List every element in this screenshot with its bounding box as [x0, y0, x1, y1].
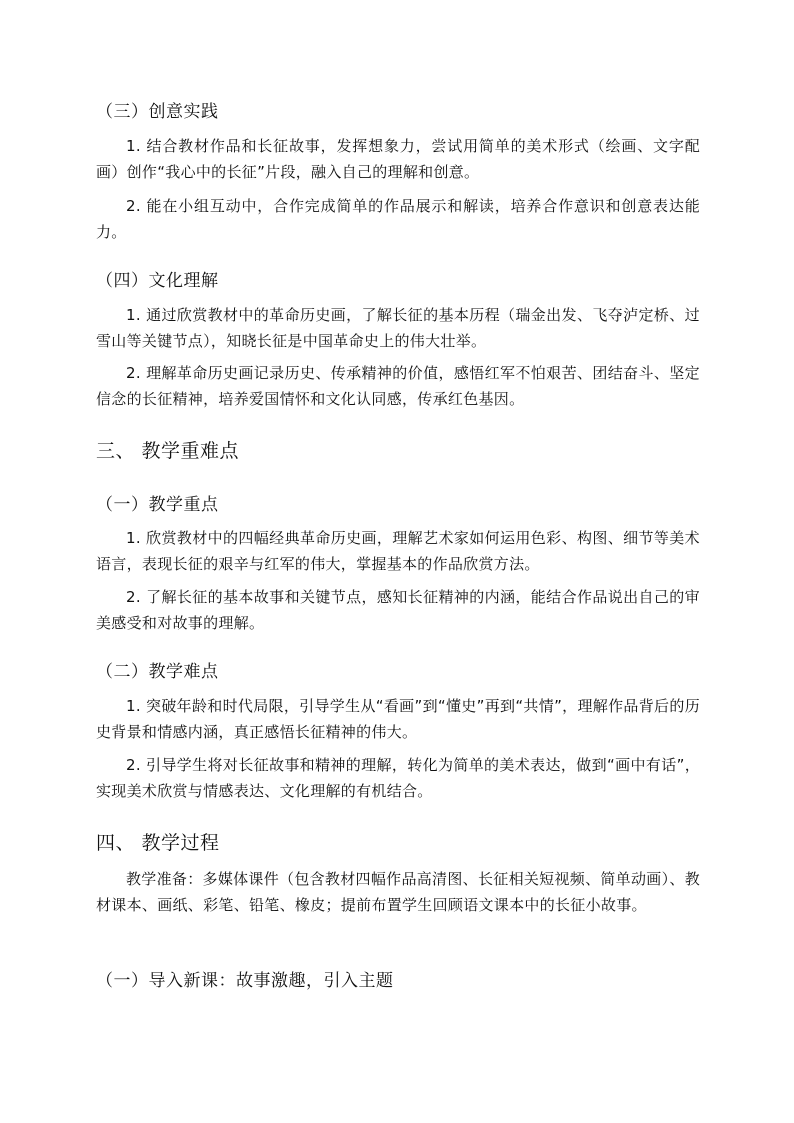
heading-difficult-points: （二）教学难点	[96, 662, 219, 682]
paragraph-creative-2: 2. 能在小组互动中，合作完成简单的作品展示和解读，培养合作意识和创意表达能力。	[96, 197, 700, 241]
paragraph-difficult-point-2: 2. 引导学生将对长征故事和精神的理解，转化为简单的美术表达，做到“画中有话”，实现美术欣赏与情感表达、文化理解的有机结合。	[96, 756, 700, 800]
heading-creative-practice: （三）创意实践	[96, 102, 219, 122]
paragraph-cultural-1: 1. 通过欣赏教材中的革命历史画，了解长征的基本历程（瑞金出发、飞夺泸定桥、过雪山等关键节点），知晓长征是中国革命史上的伟大壮举。	[96, 306, 700, 350]
paragraph-key-point-2: 2. 了解长征的基本故事和关键节点，感知长征精神的内涵，能结合作品说出自己的审美感受和对故事的理解。	[96, 588, 700, 632]
paragraph-cultural-2: 2. 理解革命历史画记录历史、传承精神的价值，感悟红军不怕艰苦、团结奋斗、坚定信念的长征精神，培养爱国情怀和文化认同感，传承红色基因。	[96, 364, 700, 408]
heading-key-and-difficult-points: 三、 教学重难点	[96, 440, 240, 462]
paragraph-teaching-preparation: 教学准备：多媒体课件（包含教材四幅作品高清图、长征相关短视频、简单动画）、教材课本、画纸、彩笔、铅笔、橡皮；提前布置学生回顾语文课本中的长征小故事。	[96, 870, 700, 914]
heading-teaching-process: 四、 教学过程	[96, 832, 220, 854]
heading-lesson-introduction: （一）导入新课：故事激趣，引入主题	[96, 971, 394, 991]
paragraph-difficult-point-1: 1. 突破年龄和时代局限，引导学生从“看画”到“懂史”再到“共情”，理解作品背后的历史背景和情感内涵，真正感悟长征精神的伟大。	[96, 697, 700, 741]
heading-key-points: （一）教学重点	[96, 495, 219, 515]
paragraph-key-point-1: 1. 欣赏教材中的四幅经典革命历史画，理解艺术家如何运用色彩、构图、细节等美术语言，表现长征的艰辛与红军的伟大，掌握基本的作品欣赏方法。	[96, 529, 700, 573]
heading-cultural-understanding: （四）文化理解	[96, 271, 219, 291]
paragraph-creative-1: 1. 结合教材作品和长征故事，发挥想象力，尝试用简单的美术形式（绘画、文字配画）创作“我心中的长征”片段，融入自己的理解和创意。	[96, 137, 700, 181]
